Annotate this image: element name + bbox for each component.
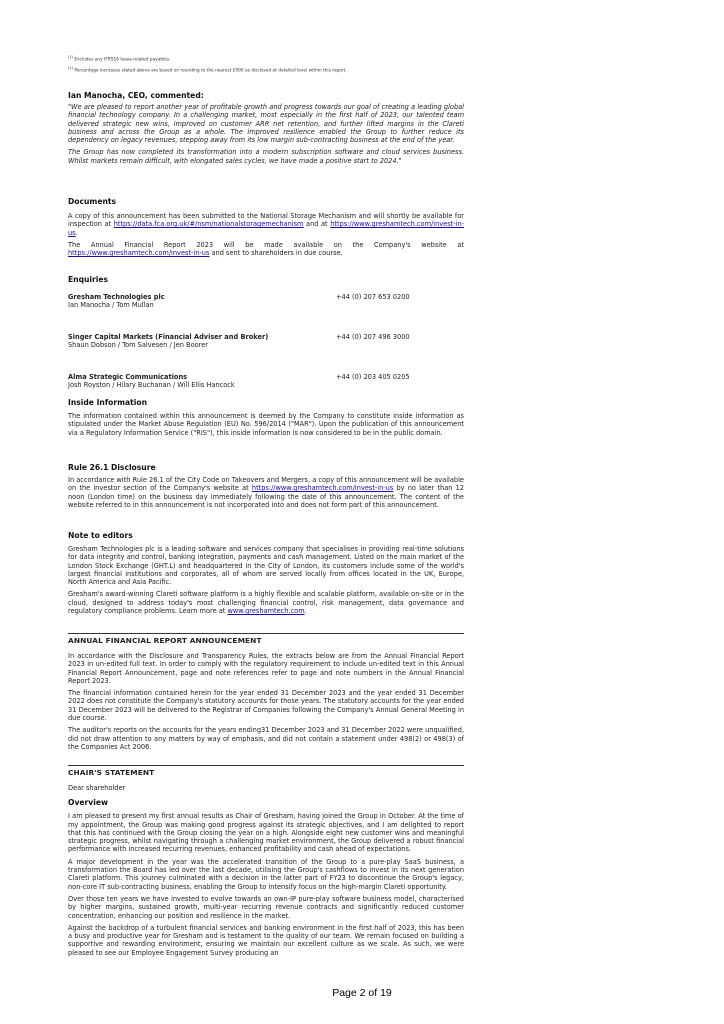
ceo-quote-2: The Group has now completed its transformation into a modern subscription software and cloud services business. Whilst markets remain difficult, with elongated sales cycles, we have made a positive start to 2024." — [68, 148, 464, 165]
contact-alma — [68, 373, 464, 390]
chair-salutation: Dear shareholder — [68, 784, 126, 792]
documents-heading: Documents — [68, 197, 117, 206]
afr-paragraph-1: In accordance with the Disclosure and Transparency Rules, the extracts below are from the Annual Financial Report 2023 in un-edited full text. In order to comply with the regulatory requirement to include un-edited text in this Annual Financial Report Announcement, page and note references refer to page and note numbers in the Annual Financial Report 2023. — [68, 652, 464, 685]
contact-phone: +44 (0) 207 496 3000 — [336, 333, 410, 341]
nsm-link[interactable]: https://data.fca.org.uk/#/nsm/nationalstoragemechanism — [113, 220, 304, 229]
invest-link[interactable]: https://www.greshamtech.com/invest-in-us — [251, 484, 394, 493]
afr-heading: ANNUAL FINANCIAL REPORT ANNOUNCEMENT — [68, 636, 262, 645]
documents-text: A copy of this announcement has been submitted to the National Storage Mechanism and will shortly be available for inspection at — [68, 212, 464, 229]
rule-heading: Rule 26.1 Disclosure — [68, 463, 156, 472]
documents-paragraph-1 — [68, 212, 464, 237]
documents-text: and sent to shareholders in due course. — [209, 249, 343, 258]
footnote-text: Excludes any IFRS16 lease-related payables. — [74, 57, 171, 63]
inside-paragraph: The information contained within this announcement is deemed by the Company to constitute inside information as stipulated under the Market Abuse Regulation (EU) No. 596/2014 ("MAR"). Upon the publication of this announcement via a Regulatory Information Service ("RIS"), this inside information is now considered to be in the public domain. — [68, 412, 464, 437]
contact-people: Josh Royston / Hilary Buchanan / Will Ellis Hancock — [68, 381, 235, 390]
contact-name: Gresham Technologies plc — [68, 293, 165, 301]
rule-paragraph — [68, 476, 464, 509]
website-link[interactable]: www.greshamtech.com — [227, 607, 305, 616]
chair-paragraph-1: I am pleased to present my first annual results as Chair of Gresham, having joined the Group in October. At the time of my appointment, the Group was making good progress against its strategic objectives, and I am delighted to report that this has continued with the Group closing the year on a high. Alongside eight new customer wins and meaningful strategic progress, whilst navigating through a challenging market environment, the Group delivered a robust financial performance with increased recurring revenues, enhanced profitability and cash ahead of expectations. — [68, 812, 464, 854]
footnote-2 — [68, 66, 347, 73]
chair-paragraph-4: Against the backdrop of a turbulent financial services and banking environment in the first half of 2023, this has been a busy and productive year for Gresham and is testament to the quality of our team. We remain focused on building a supportive and rewarding environment, ensuring we maintain our excellent culture as we scale. As such, we were pleased to see our Employee Engagement Survey producing an — [68, 923, 464, 957]
rule-disclosure-section — [68, 463, 464, 509]
chair-statement-section — [68, 768, 464, 957]
editors-heading: Note to editors — [68, 531, 133, 540]
chair-paragraph-3: Over those ten years we have invested to evolve towards an own-IP pure-play software business model, characterised by higher margins, sustained growth, multi-year recurring revenue contracts and significantly reduced customer concentration, enhancing our position and resilience in the market. — [68, 894, 464, 920]
documents-section — [68, 197, 464, 257]
contact-name: Alma Strategic Communications — [68, 373, 188, 381]
ceo-quote-1: "We are pleased to report another year of profitable growth and progress towards our goal of creating a leading global financial technology company. In a challenging market, most especially in the first half of 2023, our talented team delivered strategic new wins, improved on customer ARR net retention, and further lifted margins in the Clareti business and across the Group as a whole. The improved resilience enabled the Group to further reduce its dependency on legacy revenues, stepping away from its low margin sub-contracting business at the end of the year. — [68, 103, 464, 145]
documents-paragraph-2 — [68, 241, 464, 258]
rule-text: by no later than 12 noon (London time) on the business day immediately following the date of this announcement. The content of the website referred to in this announcement is not incorporated into and does not form part of this announcement. — [68, 484, 464, 509]
invest-link[interactable]: https://www.greshamtech.com/invest-in-us — [68, 249, 210, 258]
contact-gresham — [68, 293, 464, 310]
documents-text: . — [75, 228, 78, 237]
contact-people: Shaun Dobson / Tom Salvesen / Jen Boorer — [68, 341, 208, 350]
rule-text: In accordance with Rule 26.1 of the City Code on Takeovers and Mergers, a copy of this announcement will be available on the investor section of the Company's website at — [68, 476, 464, 493]
inside-heading: Inside Information — [68, 398, 147, 407]
note-to-editors-section — [68, 531, 464, 615]
page-number: Page 2 of 19 — [332, 987, 392, 999]
contact-people: Ian Manocha / Tom Mullan — [68, 301, 154, 310]
contact-singer — [68, 333, 464, 350]
invest-link[interactable]: https://www.greshamtech.com/invest-in-us — [68, 220, 464, 237]
afr-section — [68, 636, 464, 751]
chair-heading: CHAIR'S STATEMENT — [68, 768, 155, 777]
enquiries-heading: Enquiries — [68, 275, 109, 284]
afr-paragraph-3: The auditor's reports on the accounts for the years ending31 December 2023 and 31 December 2022 were unqualified, did not draw attention to any matters by way of emphasis, and did not contain a statement under 498(2) or 498(3) of the Companies Act 2006. — [68, 726, 464, 751]
section-divider — [68, 765, 464, 766]
contact-phone: +44 (0) 203 405 0205 — [336, 373, 410, 381]
footnote-mark: (1) — [68, 55, 73, 59]
editors-paragraph-2 — [68, 590, 464, 615]
editors-paragraph-1: Gresham Technologies plc is a leading software and services company that specialises in providing real-time solutions for data integrity and control, banking integration, payments and cash management. Listed on the main market of the London Stock Exchange (GHT.L) and headquartered in the City of London, its customers include some of the world's largest financial institutions and corporates, all of whom are served locally from offices located in the UK, Europe, North America and Asia Pacific. — [68, 545, 464, 587]
footnote-1 — [68, 55, 171, 62]
contact-name: Singer Capital Markets (Financial Adviser and Broker) — [68, 333, 269, 341]
ceo-heading: Ian Manocha, CEO, commented: — [68, 91, 204, 100]
section-divider — [68, 633, 464, 634]
chair-paragraph-2: A major development in the year was the accelerated transition of the Group to a pure-play SaaS business, a transformation the Board has led over the last decade, utilising the Group's cashflows to invest in its next generation Clareti platform. This journey culminated with a decision in the latter part of FY23 to discontinue the Group's legacy, non-core IT sub-contracting business, enabling the Group to intensify focus on the high-margin Clareti opportunity. — [68, 857, 464, 891]
afr-paragraph-2: The financial information contained herein for the year ended 31 December 2023 and the year ended 31 December 2022 does not constitute the Company's statutory accounts for those years. The statutory accounts for the year ended 31 December 2023 will be delivered to the Registrar of Companies following the Company's Annual General Meeting in due course. — [68, 689, 464, 723]
footnote-mark: (2) — [68, 66, 73, 70]
documents-text: The Annual Financial Report 2023 will be made available on the Company's website at — [68, 240, 464, 249]
editors-text: Gresham's award-winning Clareti software platform is a highly flexible and scalable platform, available on-site or in the cloud, designed to address today's most challenging financial control, risk management, data governance and regulatory compliance problems. Learn more at — [68, 590, 464, 616]
documents-text: and at — [303, 220, 331, 229]
overview-heading: Overview — [68, 798, 109, 808]
inside-information-section — [68, 398, 464, 437]
enquiries-section — [68, 275, 464, 284]
ceo-comment-section — [68, 91, 464, 165]
contact-phone: +44 (0) 207 653 0200 — [336, 293, 410, 301]
editors-text: . — [304, 607, 307, 616]
footnote-text: Percentage increases stated above are based on rounding to the nearest £000 as disclosed at detailed level within this report. — [74, 68, 347, 74]
